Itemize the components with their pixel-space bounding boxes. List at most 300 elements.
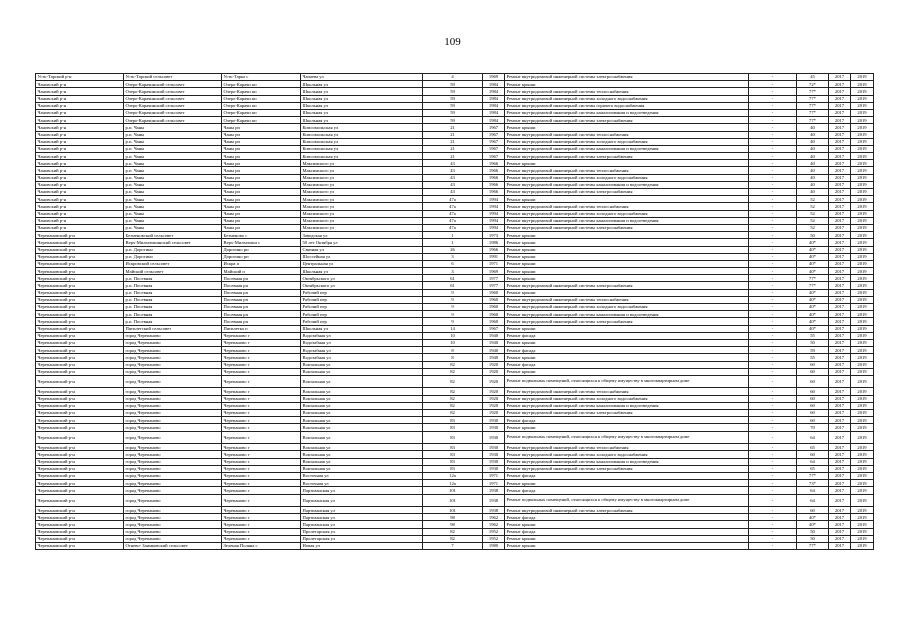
district-cell: Чановский р-н — [36, 210, 124, 217]
district-cell: Черепановский р-н — [36, 289, 124, 296]
start-year-cell: 2017 — [829, 224, 851, 231]
settlement-cell: город Черепаново — [124, 375, 222, 388]
settlement-cell: город Черепаново — [124, 465, 222, 472]
district-cell: Черепановский р-н — [36, 239, 124, 246]
settlement-cell: город Черепаново — [124, 528, 222, 535]
district-cell: Чановский р-н — [36, 131, 124, 138]
house-number-cell: 82 — [423, 361, 483, 368]
house-number-cell: 83 — [423, 417, 483, 424]
table-row — [36, 153, 874, 160]
locality-cell: Посевная рп — [222, 282, 301, 289]
street-cell: Школьная ул — [301, 81, 423, 88]
table-row — [36, 347, 874, 354]
start-year-cell: 2017 — [829, 181, 851, 188]
start-year-cell: 2017 — [829, 203, 851, 210]
cost-cell: 64 — [797, 458, 829, 465]
dash-cell: - — [749, 268, 797, 275]
end-year-cell: 2019 — [851, 167, 874, 174]
table-row — [36, 81, 874, 88]
district-cell: Черепановский р-н — [36, 521, 124, 528]
work-type-cell: Ремонт крыши — [505, 275, 749, 282]
build-year-cell: 1960 — [483, 304, 505, 311]
start-year-cell: 2017 — [829, 289, 851, 296]
work-type-cell: Ремонт внутридомовой инженерной системы теплоснабжения — [505, 203, 749, 210]
cost-cell: 40 — [797, 145, 829, 152]
street-cell: Максимского ул — [301, 203, 423, 210]
district-cell: Черепановский р-н — [36, 514, 124, 521]
work-type-cell: Ремонт внутридомовой инженерной системы электроснабжения — [505, 318, 749, 325]
work-type-cell: Ремонт внутридомовой инженерной системы теплоснабжения — [505, 388, 749, 395]
work-type-cell: Ремонт крыши — [505, 81, 749, 88]
house-number-cell: 1 — [423, 239, 483, 246]
district-cell: Чановский р-н — [36, 174, 124, 181]
work-type-cell: Ремонт внутридомовой инженерной системы канализования и водоотведения — [505, 311, 749, 318]
start-year-cell: 2017 — [829, 402, 851, 409]
table-row — [36, 311, 874, 318]
table-row — [36, 217, 874, 224]
end-year-cell: 2019 — [851, 480, 874, 487]
settlement-cell: город Черепаново — [124, 535, 222, 542]
dash-cell: - — [749, 203, 797, 210]
street-cell: Комсомольская ул — [301, 138, 423, 145]
district-cell: Чановский р-н — [36, 81, 124, 88]
house-number-cell: 43 — [423, 160, 483, 167]
cost-cell: 77* — [797, 117, 829, 124]
work-type-cell: Ремонт внутридомовой инженерной системы канализования и водоотведения — [505, 109, 749, 116]
cost-cell: 59 — [797, 347, 829, 354]
locality-cell: Чаны рп — [222, 210, 301, 217]
street-cell: Пролетарская ул — [301, 535, 423, 542]
table-row — [36, 253, 874, 260]
dash-cell: - — [749, 521, 797, 528]
build-year-cell: 1938 — [483, 494, 505, 507]
work-type-cell: Ремонт фасада — [505, 332, 749, 339]
settlement-cell: р.п. Чаны — [124, 196, 222, 203]
locality-cell: Черепаново г — [222, 465, 301, 472]
table-row — [36, 124, 874, 131]
cost-cell: 40* — [797, 246, 829, 253]
settlement-cell: город Черепаново — [124, 451, 222, 458]
table-row — [36, 395, 874, 402]
table-row — [36, 388, 874, 395]
district-cell: Черепановский р-н — [36, 465, 124, 472]
locality-cell: Озеро-Карачи кп — [222, 102, 301, 109]
work-type-cell: Ремонт фасада — [505, 417, 749, 424]
table-row — [36, 528, 874, 535]
work-type-cell: Ремонт внутридомовой инженерной системы горячего водоснабжения — [505, 102, 749, 109]
start-year-cell: 2017 — [829, 487, 851, 494]
end-year-cell: 2019 — [851, 339, 874, 346]
district-cell: Черепановский р-н — [36, 311, 124, 318]
start-year-cell: 2017 — [829, 368, 851, 375]
build-year-cell: 1984 — [483, 95, 505, 102]
street-cell: Комсомольская ул — [301, 145, 423, 152]
start-year-cell: 2017 — [829, 124, 851, 131]
settlement-cell: р.п. Посевная — [124, 318, 222, 325]
start-year-cell: 2017 — [829, 507, 851, 514]
build-year-cell: 1960 — [483, 289, 505, 296]
house-number-cell: 101 — [423, 507, 483, 514]
house-number-cell: 83 — [423, 431, 483, 444]
district-cell: Черепановский р-н — [36, 375, 124, 388]
cost-cell: 40 — [797, 189, 829, 196]
cost-cell: 72* — [797, 81, 829, 88]
district-cell: Чановский р-н — [36, 160, 124, 167]
house-number-cell: 98 — [423, 514, 483, 521]
street-cell: Школьная ул — [301, 95, 423, 102]
settlement-cell: город Черепаново — [124, 514, 222, 521]
locality-cell: Черепаново г — [222, 339, 301, 346]
end-year-cell: 2019 — [851, 210, 874, 217]
start-year-cell: 2017 — [829, 521, 851, 528]
dash-cell: - — [749, 88, 797, 95]
district-cell: Черепановский р-н — [36, 304, 124, 311]
locality-cell: Посевная рп — [222, 318, 301, 325]
dash-cell: - — [749, 275, 797, 282]
district-cell: Черепановский р-н — [36, 354, 124, 361]
table-row — [36, 332, 874, 339]
district-cell: Черепановский р-н — [36, 395, 124, 402]
settlement-cell: город Черепаново — [124, 361, 222, 368]
dash-cell: - — [749, 95, 797, 102]
cost-cell: 50 — [797, 339, 829, 346]
locality-cell: Черепаново г — [222, 472, 301, 479]
locality-cell: Черепаново г — [222, 354, 301, 361]
cost-cell: 40* — [797, 311, 829, 318]
settlement-cell: город Черепаново — [124, 487, 222, 494]
build-year-cell: 1966 — [483, 189, 505, 196]
build-year-cell: 1977 — [483, 282, 505, 289]
cost-cell: 40 — [797, 160, 829, 167]
street-cell: Вокзальная ул — [301, 465, 423, 472]
house-number-cell: 26 — [423, 246, 483, 253]
dash-cell: - — [749, 153, 797, 160]
locality-cell: Озеро-Карачи кп — [222, 109, 301, 116]
house-number-cell: 21 — [423, 145, 483, 152]
start-year-cell: 2017 — [829, 239, 851, 246]
end-year-cell: 2019 — [851, 81, 874, 88]
work-type-cell: Ремонт фасада — [505, 528, 749, 535]
house-number-cell: 82 — [423, 368, 483, 375]
locality-cell: Черепаново г — [222, 417, 301, 424]
work-type-cell: Ремонт подвальных помещений, относящихся к общему имуществу в многоквартирном доме — [505, 375, 749, 388]
end-year-cell: 2019 — [851, 117, 874, 124]
table-row — [36, 543, 874, 550]
end-year-cell: 2019 — [851, 361, 874, 368]
street-cell: Партизанская ул — [301, 494, 423, 507]
settlement-cell: город Черепаново — [124, 458, 222, 465]
locality-cell: Чаны рп — [222, 174, 301, 181]
street-cell: Связная ул — [301, 246, 423, 253]
street-cell: Вокзальная ул — [301, 410, 423, 417]
locality-cell: Посевная рп — [222, 289, 301, 296]
dash-cell: - — [749, 424, 797, 431]
cost-cell: 60 — [797, 361, 829, 368]
work-type-cell: Ремонт внутридомовой инженерной системы канализования и водоотведения — [505, 181, 749, 188]
house-number-cell: 47а — [423, 224, 483, 231]
table-row — [36, 74, 874, 81]
cost-cell: 52 — [797, 217, 829, 224]
dash-cell: - — [749, 304, 797, 311]
street-cell: Водозабная ул — [301, 354, 423, 361]
district-cell: Черепановский р-н — [36, 431, 124, 444]
cost-cell: 40 — [797, 181, 829, 188]
build-year-cell: 1986 — [483, 239, 505, 246]
settlement-cell: р.п. Посевная — [124, 304, 222, 311]
start-year-cell: 2017 — [829, 388, 851, 395]
cost-cell: 60 — [797, 451, 829, 458]
build-year-cell: 1971 — [483, 480, 505, 487]
district-cell: Черепановский р-н — [36, 347, 124, 354]
locality-cell: Черепаново г — [222, 368, 301, 375]
locality-cell: Усть-Тарка с — [222, 74, 301, 81]
end-year-cell: 2019 — [851, 160, 874, 167]
build-year-cell: 1960 — [483, 296, 505, 303]
work-type-cell: Ремонт крыши — [505, 253, 749, 260]
end-year-cell: 2019 — [851, 224, 874, 231]
settlement-cell: город Черепаново — [124, 388, 222, 395]
cost-cell: 40* — [797, 514, 829, 521]
house-number-cell: 21 — [423, 131, 483, 138]
start-year-cell: 2017 — [829, 465, 851, 472]
cost-cell: 40* — [797, 268, 829, 275]
work-type-cell: Ремонт внутридомовой инженерной системы электроснабжения — [505, 117, 749, 124]
settlement-cell: Искровский сельсовет — [124, 260, 222, 267]
dash-cell: - — [749, 282, 797, 289]
dash-cell: - — [749, 514, 797, 521]
locality-cell: Черепаново г — [222, 494, 301, 507]
settlement-cell: Огнево- Заимковский сельсовет — [124, 543, 222, 550]
settlement-cell: Озеро-Карачинский сельсовет — [124, 81, 222, 88]
house-number-cell: 9 — [423, 289, 483, 296]
street-cell: Школьная ул — [301, 117, 423, 124]
street-cell: Рабочий пер — [301, 311, 423, 318]
end-year-cell: 2019 — [851, 368, 874, 375]
start-year-cell: 2017 — [829, 444, 851, 451]
work-type-cell: Ремонт внутридомовой инженерной системы холодного водоснабжения — [505, 304, 749, 311]
locality-cell: Черепаново г — [222, 535, 301, 542]
dash-cell: - — [749, 410, 797, 417]
dash-cell: - — [749, 181, 797, 188]
start-year-cell: 2017 — [829, 81, 851, 88]
table-row — [36, 480, 874, 487]
table-row — [36, 368, 874, 375]
start-year-cell: 2017 — [829, 354, 851, 361]
build-year-cell: 1966 — [483, 160, 505, 167]
cost-cell: 77* — [797, 543, 829, 550]
district-cell: Черепановский р-н — [36, 535, 124, 542]
start-year-cell: 2017 — [829, 260, 851, 267]
district-cell: Черепановский р-н — [36, 388, 124, 395]
build-year-cell: 1971 — [483, 260, 505, 267]
end-year-cell: 2019 — [851, 458, 874, 465]
street-cell: Школьная ул — [301, 109, 423, 116]
street-cell: Школьная ул — [301, 88, 423, 95]
build-year-cell: 1969 — [483, 74, 505, 81]
street-cell: Рабочий пер — [301, 318, 423, 325]
street-cell: Партизанская ул — [301, 507, 423, 514]
settlement-cell: город Черепаново — [124, 402, 222, 409]
settlement-cell: р.п. Посевная — [124, 282, 222, 289]
house-number-cell: 83 — [423, 465, 483, 472]
dash-cell: - — [749, 311, 797, 318]
build-year-cell: 1930 — [483, 431, 505, 444]
table-row — [36, 472, 874, 479]
street-cell: Максимского ул — [301, 210, 423, 217]
end-year-cell: 2019 — [851, 395, 874, 402]
house-number-cell: 21 — [423, 138, 483, 145]
build-year-cell: 1930 — [483, 417, 505, 424]
start-year-cell: 2017 — [829, 451, 851, 458]
locality-cell: Озеро-Карачи кп — [222, 81, 301, 88]
work-type-cell: Ремонт крыши — [505, 325, 749, 332]
table-row — [36, 431, 874, 444]
build-year-cell: 1920 — [483, 361, 505, 368]
work-type-cell: Ремонт крыши — [505, 289, 749, 296]
settlement-cell: Безменовский сельсовет — [124, 232, 222, 239]
work-type-cell: Ремонт внутридомовой инженерной системы холодного водоснабжения — [505, 451, 749, 458]
start-year-cell: 2017 — [829, 339, 851, 346]
start-year-cell: 2017 — [829, 88, 851, 95]
locality-cell: Черепаново г — [222, 514, 301, 521]
build-year-cell: 1967 — [483, 131, 505, 138]
dash-cell: - — [749, 224, 797, 231]
street-cell: Максимского ул — [301, 181, 423, 188]
cost-cell: 70 — [797, 424, 829, 431]
settlement-cell: р.п. Чаны — [124, 224, 222, 231]
build-year-cell: 1930 — [483, 465, 505, 472]
table-row — [36, 325, 874, 332]
locality-cell: Черепаново г — [222, 444, 301, 451]
cost-cell: 73* — [797, 480, 829, 487]
build-year-cell: 1966 — [483, 174, 505, 181]
locality-cell: Озеро-Карачи кп — [222, 88, 301, 95]
end-year-cell: 2019 — [851, 325, 874, 332]
start-year-cell: 2017 — [829, 109, 851, 116]
locality-cell: Чаны рп — [222, 181, 301, 188]
build-year-cell: 1994 — [483, 217, 505, 224]
locality-cell: Черепаново г — [222, 528, 301, 535]
start-year-cell: 2017 — [829, 160, 851, 167]
dash-cell: - — [749, 354, 797, 361]
settlement-cell: Озеро-Карачинский сельсовет — [124, 95, 222, 102]
build-year-cell: 1984 — [483, 81, 505, 88]
work-type-cell: Ремонт крыши — [505, 543, 749, 550]
build-year-cell: 1960 — [483, 311, 505, 318]
cost-cell: 55 — [797, 354, 829, 361]
district-cell: Черепановский р-н — [36, 246, 124, 253]
end-year-cell: 2019 — [851, 153, 874, 160]
house-number-cell: 101 — [423, 487, 483, 494]
street-cell: Вокзальная ул — [301, 444, 423, 451]
district-cell: Чановский р-н — [36, 138, 124, 145]
street-cell: Вокзальная ул — [301, 375, 423, 388]
settlement-cell: р.п. Посевная — [124, 311, 222, 318]
locality-cell: Черепаново г — [222, 424, 301, 431]
dash-cell: - — [749, 375, 797, 388]
street-cell: Комсомольская ул — [301, 153, 423, 160]
build-year-cell: 1960 — [483, 318, 505, 325]
settlement-cell: Верх-Мильтюшинский сельсовет — [124, 239, 222, 246]
locality-cell: Посевная рп — [222, 304, 301, 311]
end-year-cell: 2019 — [851, 388, 874, 395]
dash-cell: - — [749, 402, 797, 409]
end-year-cell: 2019 — [851, 410, 874, 417]
end-year-cell: 2019 — [851, 109, 874, 116]
district-cell: Чановский р-н — [36, 145, 124, 152]
street-cell: Максимского ул — [301, 167, 423, 174]
street-cell: Рабочий пер — [301, 296, 423, 303]
table-row — [36, 402, 874, 409]
dash-cell: - — [749, 332, 797, 339]
street-cell: Максимского ул — [301, 224, 423, 231]
start-year-cell: 2017 — [829, 528, 851, 535]
build-year-cell: 1920 — [483, 395, 505, 402]
cost-cell: 40 — [797, 124, 829, 131]
end-year-cell: 2019 — [851, 487, 874, 494]
build-year-cell: 1994 — [483, 203, 505, 210]
end-year-cell: 2019 — [851, 124, 874, 131]
locality-cell: Черепаново г — [222, 361, 301, 368]
table-row — [36, 296, 874, 303]
locality-cell: Верх-Мильтюши с — [222, 239, 301, 246]
street-cell: Вокзальная ул — [301, 424, 423, 431]
house-number-cell: 98 — [423, 521, 483, 528]
build-year-cell: 1973 — [483, 232, 505, 239]
end-year-cell: 2019 — [851, 465, 874, 472]
cost-cell: 40* — [797, 304, 829, 311]
dash-cell: - — [749, 117, 797, 124]
work-type-cell: Ремонт внутридомовой инженерной системы холодного водоснабжения — [505, 174, 749, 181]
start-year-cell: 2017 — [829, 494, 851, 507]
start-year-cell: 2017 — [829, 174, 851, 181]
dash-cell: - — [749, 458, 797, 465]
settlement-cell: город Черепаново — [124, 368, 222, 375]
settlement-cell: р.п. Чаны — [124, 124, 222, 131]
dash-cell: - — [749, 318, 797, 325]
dash-cell: - — [749, 253, 797, 260]
district-cell: Черепановский р-н — [36, 332, 124, 339]
build-year-cell: 1994 — [483, 196, 505, 203]
cost-cell: 40* — [797, 318, 829, 325]
settlement-cell: р.п. Чаны — [124, 203, 222, 210]
start-year-cell: 2017 — [829, 361, 851, 368]
dash-cell: - — [749, 74, 797, 81]
house-number-cell: 7 — [423, 543, 483, 550]
district-cell: Чановский р-н — [36, 196, 124, 203]
cost-cell: 77* — [797, 472, 829, 479]
locality-cell: Озеро-Карачи кп — [222, 117, 301, 124]
settlement-cell: город Черепаново — [124, 480, 222, 487]
start-year-cell: 2017 — [829, 268, 851, 275]
house-number-cell: 82 — [423, 402, 483, 409]
work-type-cell: Ремонт внутридомовой инженерной системы электроснабжения — [505, 224, 749, 231]
district-cell: Чановский р-н — [36, 117, 124, 124]
street-cell: Октябрьского ул — [301, 275, 423, 282]
cost-cell: 64 — [797, 431, 829, 444]
settlement-cell: город Черепаново — [124, 521, 222, 528]
cost-cell: 40* — [797, 325, 829, 332]
locality-cell: Майский п — [222, 268, 301, 275]
start-year-cell: 2017 — [829, 253, 851, 260]
house-number-cell: 43 — [423, 167, 483, 174]
cost-cell: 52 — [797, 224, 829, 231]
end-year-cell: 2019 — [851, 268, 874, 275]
end-year-cell: 2019 — [851, 494, 874, 507]
street-cell: Новая ул — [301, 543, 423, 550]
work-type-cell: Ремонт внутридомовой инженерной системы теплоснабжения — [505, 88, 749, 95]
street-cell: Вокзальная ул — [301, 451, 423, 458]
